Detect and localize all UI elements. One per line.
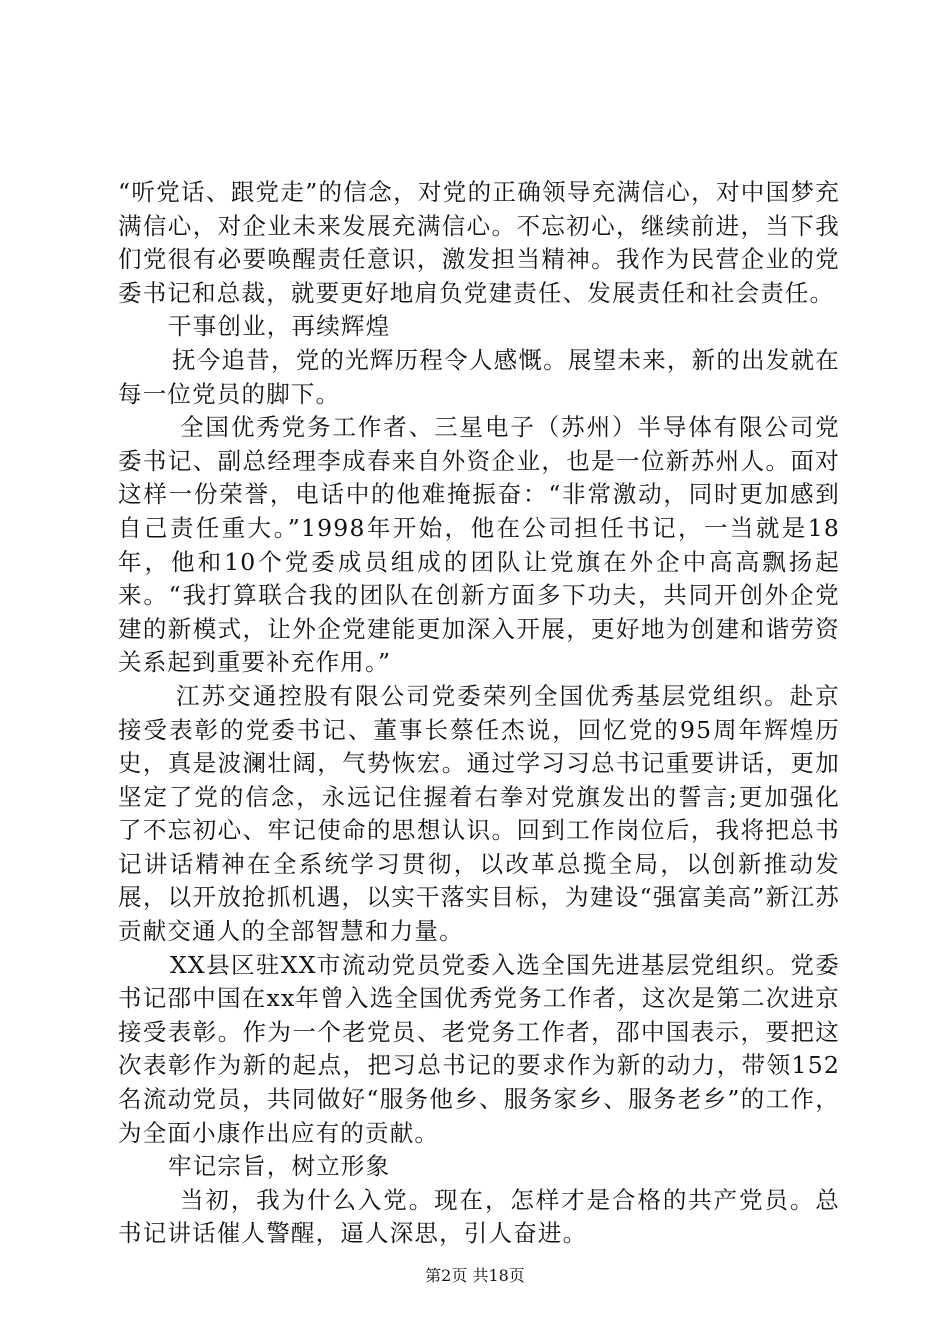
paragraph: XX县区驻XX市流动党员党委入选全国先进基层党组织。党委书记邵中国在xx年曾入选全国优秀党务工作者，这次是第二次进京接受表彰。作为一个老党员、老党务工作者，邵中国表示，要把这次表彰作为新的起点，把习总书记的要求作为新的动力，带领152名流动党员，共同做好“服务他乡、服务家乡、服务老乡”的工作，为全面小康作出应有的贡献。 [118, 950, 840, 1147]
document-body [118, 176, 840, 1251]
paragraph: 当初，我为什么入党。现在，怎样才是合格的共产党员。总书记讲话催人警醒，逼人深思，引人奋进。 [118, 1185, 840, 1248]
paragraph: 江苏交通控股有限公司党委荣列全国优秀基层党组织。赴京接受表彰的党委书记、董事长蔡任杰说，回忆党的95周年辉煌历史，真是波澜壮阔，气势恢宏。通过学习习总书记重要讲话，更加坚定了党的信念，永远记住握着右拳对党旗发出的誓言;更加强化了不忘初心、牢记使命的思想认识。回到工作岗位后，我将把总书记讲话精神在全系统学习贯彻，以改革总揽全局，以创新推动发展，以开放抢抓机遇，以实干落实目标，为建设“强富美高”新江苏贡献交通人的全部智慧和力量。 [118, 681, 840, 946]
section-heading: 干事创业，再续辉煌 [168, 312, 391, 341]
paragraph-continued: “听党话、跟党走”的信念，对党的正确领导充满信心，对中国梦充满信心，对企业未来发展充满信心。不忘初心，继续前进，当下我们党很有必要唤醒责任意识，激发担当精神。我作为民营企业的党委书记和总裁，就要更好地肩负党建责任、发展责任和社会责任。 [118, 178, 840, 307]
page-footer: 第2页 共18页 [425, 1266, 525, 1285]
section-heading: 牢记宗旨，树立形象 [168, 1152, 391, 1181]
paragraph: 全国优秀党务工作者、三星电子（苏州）半导体有限公司党委书记、副总经理李成春来自外资企业，也是一位新苏州人。面对这样一份荣誉，电话中的他难掩振奋：“非常激动，同时更加感到自己责任重大。”1998年开始，他在公司担任书记，一当就是18年，他和10个党委成员组成的团队让党旗在外企中高高飘扬起来。“我打算联合我的团队在创新方面多下功夫，共同开创外企党建的新模式，让外企党建能更加深入开展，更好地为创建和谐劳资关系起到重要补充作用。” [118, 413, 840, 677]
paragraph: 抚今追昔，党的光辉历程令人感慨。展望未来，新的出发就在每一位党员的脚下。 [118, 345, 840, 408]
